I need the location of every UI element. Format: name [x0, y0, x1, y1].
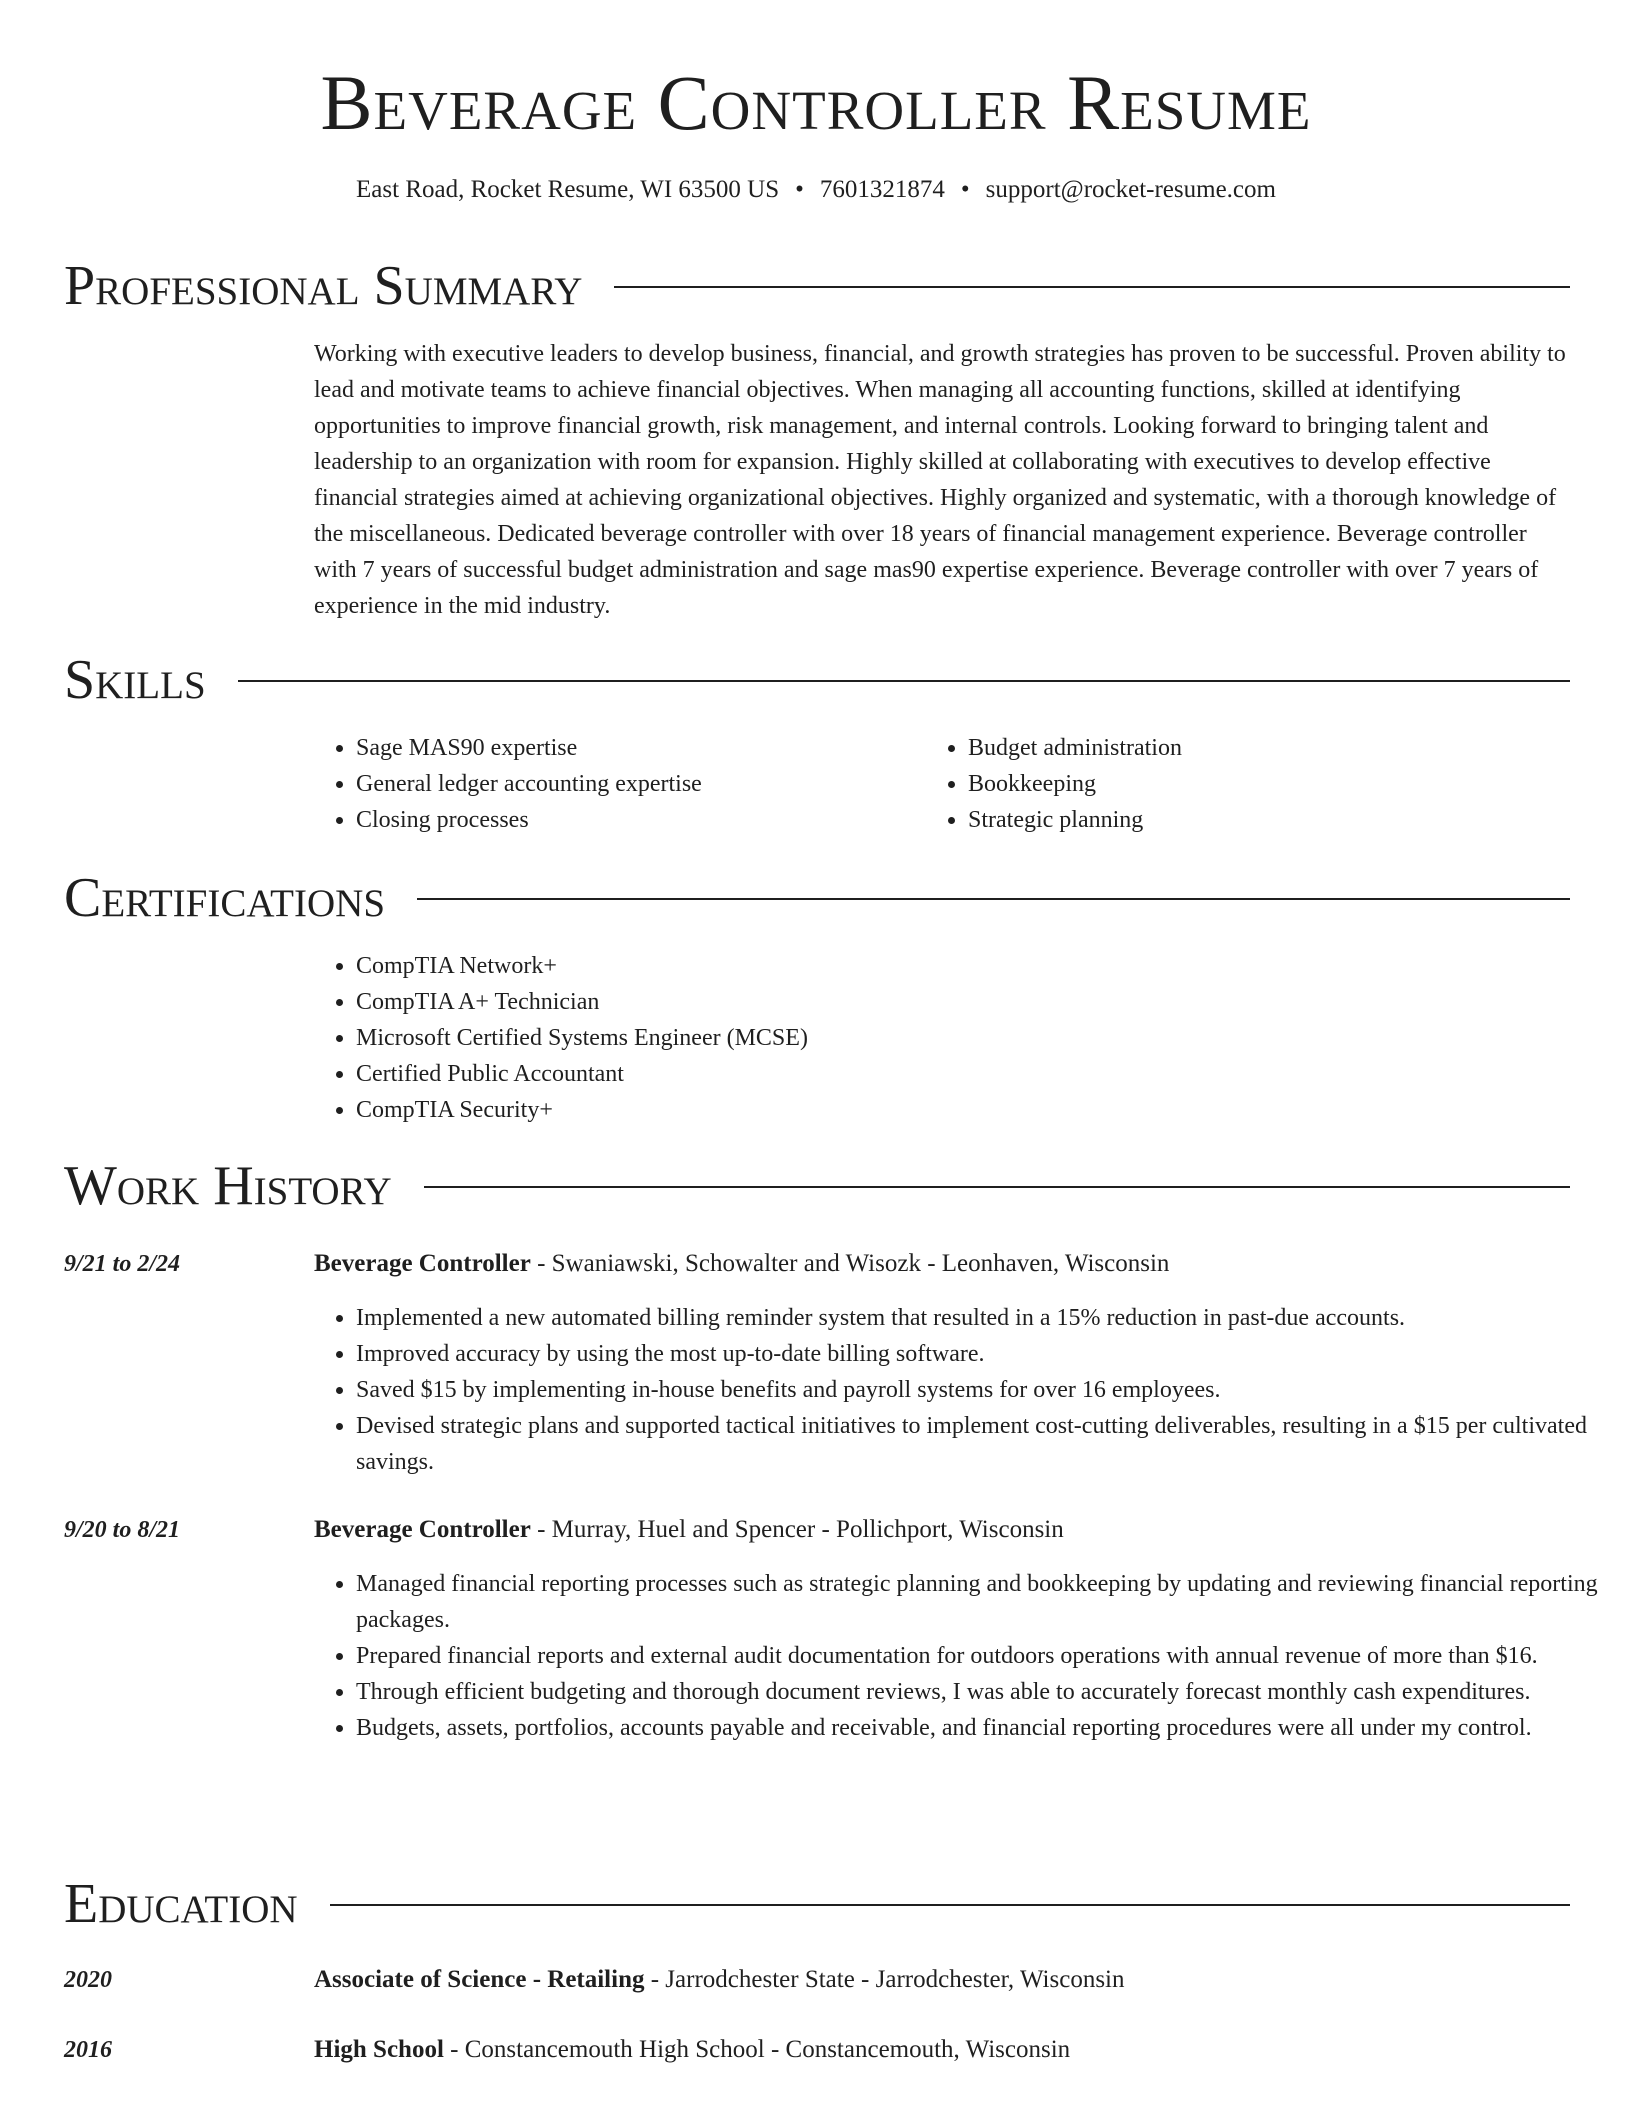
- skills-heading: Skills: [64, 649, 206, 711]
- work-heading: Work History: [64, 1155, 392, 1217]
- job-bullet: • Managed financial reporting processes such as strategic planning and bookkeeping by updating and reviewing financial reporting packages.: [356, 1566, 1614, 1638]
- job-dates: 9/20 to 8/21: [64, 1517, 181, 1543]
- skills-list-right: [924, 730, 1548, 838]
- contact-phone: 7601321874: [819, 176, 945, 203]
- work-section-header: [64, 1154, 1570, 1218]
- education-year: 2016: [64, 2037, 112, 2063]
- section-divider: [614, 286, 1570, 288]
- job-bullet: • Implemented a new automated billing reminder system that resulted in a 15% reduction in past-due accounts.: [356, 1300, 1614, 1336]
- education-heading: Education: [64, 1873, 298, 1935]
- contact-email[interactable]: support@rocket-resume.com: [985, 176, 1276, 203]
- contact-line: [0, 174, 1632, 206]
- job-title: Beverage Controller: [314, 1516, 531, 1543]
- skill-item: • Budget administration: [968, 730, 1548, 766]
- contact-separator: •: [795, 176, 804, 203]
- job-bullet: • Prepared financial reports and external audit documentation for outdoors operations with annual revenue of more than $16.: [356, 1638, 1614, 1674]
- job-bullet: • Devised strategic plans and supported tactical initiatives to implement cost-cutting deliverables, resulting in a $15 per cultivated savings.: [356, 1408, 1614, 1480]
- section-divider: [330, 1904, 1570, 1906]
- education-entry: [314, 1962, 1125, 1998]
- summary-text: Working with executive leaders to develop business, financial, and growth strategies has proven to be successful. Proven ability to lead and motivate teams to achieve financial objectives. When managing all accounting functions, skilled at identifying opportunities to improve financial growth, risk management, and internal controls. Looking forward to bringing talent and leadership to an organization with room for expansion. Highly skilled at collaborating with executives to develop effective financial strategies aimed at achieving organizational objectives. Highly organized and systematic, with a thorough knowledge of the miscellaneous. Dedicated beverage controller with over 18 years of financial management experience. Beverage controller with 7 years of successful budget administration and sage mas90 expertise experience. Beverage controller with over 7 years of experience in the mid industry.: [314, 341, 1566, 619]
- job-dates: 9/21 to 2/24: [64, 1251, 181, 1277]
- job-heading: [314, 1246, 1169, 1282]
- education-entry: [314, 2032, 1070, 2068]
- resume-title: Beverage Controller Resume: [320, 59, 1312, 146]
- education-school: - Jarrodchester State - Jarrodchester, Wisconsin: [644, 1966, 1125, 1993]
- skill-item: • General ledger accounting expertise: [356, 766, 936, 802]
- skill-item: • Sage MAS90 expertise: [356, 730, 936, 766]
- job-bullet: • Saved $15 by implementing in-house benefits and payroll systems for over 16 employees.: [356, 1372, 1614, 1408]
- skills-list-left: [312, 730, 936, 838]
- certifications-heading: Certifications: [64, 867, 386, 929]
- skills-section-header: [64, 648, 1570, 712]
- job-heading: [314, 1512, 1064, 1548]
- certifications-list: [312, 948, 1556, 1128]
- certification-item: • CompTIA Security+: [356, 1092, 1556, 1128]
- contact-address: East Road, Rocket Resume, WI 63500 US: [356, 176, 780, 203]
- certification-item: • CompTIA Network+: [356, 948, 1556, 984]
- education-degree: High School: [314, 2036, 444, 2063]
- job-bullets: [312, 1566, 1614, 1746]
- job-employer: - Swaniawski, Schowalter and Wisozk - Leonhaven, Wisconsin: [530, 1250, 1170, 1277]
- certification-item: • Microsoft Certified Systems Engineer (MCSE): [356, 1020, 1556, 1056]
- education-degree: Associate of Science - Retailing: [314, 1966, 645, 1993]
- section-divider: [238, 680, 1570, 682]
- skill-item: • Bookkeeping: [968, 766, 1548, 802]
- certification-item: • Certified Public Accountant: [356, 1056, 1556, 1092]
- job-bullet: • Improved accuracy by using the most up-to-date billing software.: [356, 1336, 1614, 1372]
- education-year: 2020: [64, 1967, 112, 1993]
- job-title: Beverage Controller: [314, 1250, 531, 1277]
- skill-item: • Closing processes: [356, 802, 936, 838]
- job-bullets: [312, 1300, 1614, 1480]
- summary-heading: Professional Summary: [64, 255, 583, 317]
- certifications-section-header: [64, 866, 1570, 930]
- section-divider: [424, 1186, 1570, 1188]
- job-bullet: • Through efficient budgeting and thorough document reviews, I was able to accurately forecast monthly cash expenditures.: [356, 1674, 1614, 1710]
- education-section-header: [64, 1872, 1570, 1936]
- skill-item: • Strategic planning: [968, 802, 1548, 838]
- job-bullet: • Budgets, assets, portfolios, accounts payable and receivable, and financial reporting procedures were all under my control.: [356, 1710, 1614, 1746]
- contact-separator: •: [960, 176, 970, 203]
- summary-section-header: [64, 254, 1570, 318]
- certification-item: • CompTIA A+ Technician: [356, 984, 1556, 1020]
- education-school: - Constancemouth High School - Constancemouth, Wisconsin: [443, 2036, 1071, 2063]
- job-employer: - Murray, Huel and Spencer - Pollichport, Wisconsin: [530, 1516, 1064, 1543]
- section-divider: [417, 898, 1570, 900]
